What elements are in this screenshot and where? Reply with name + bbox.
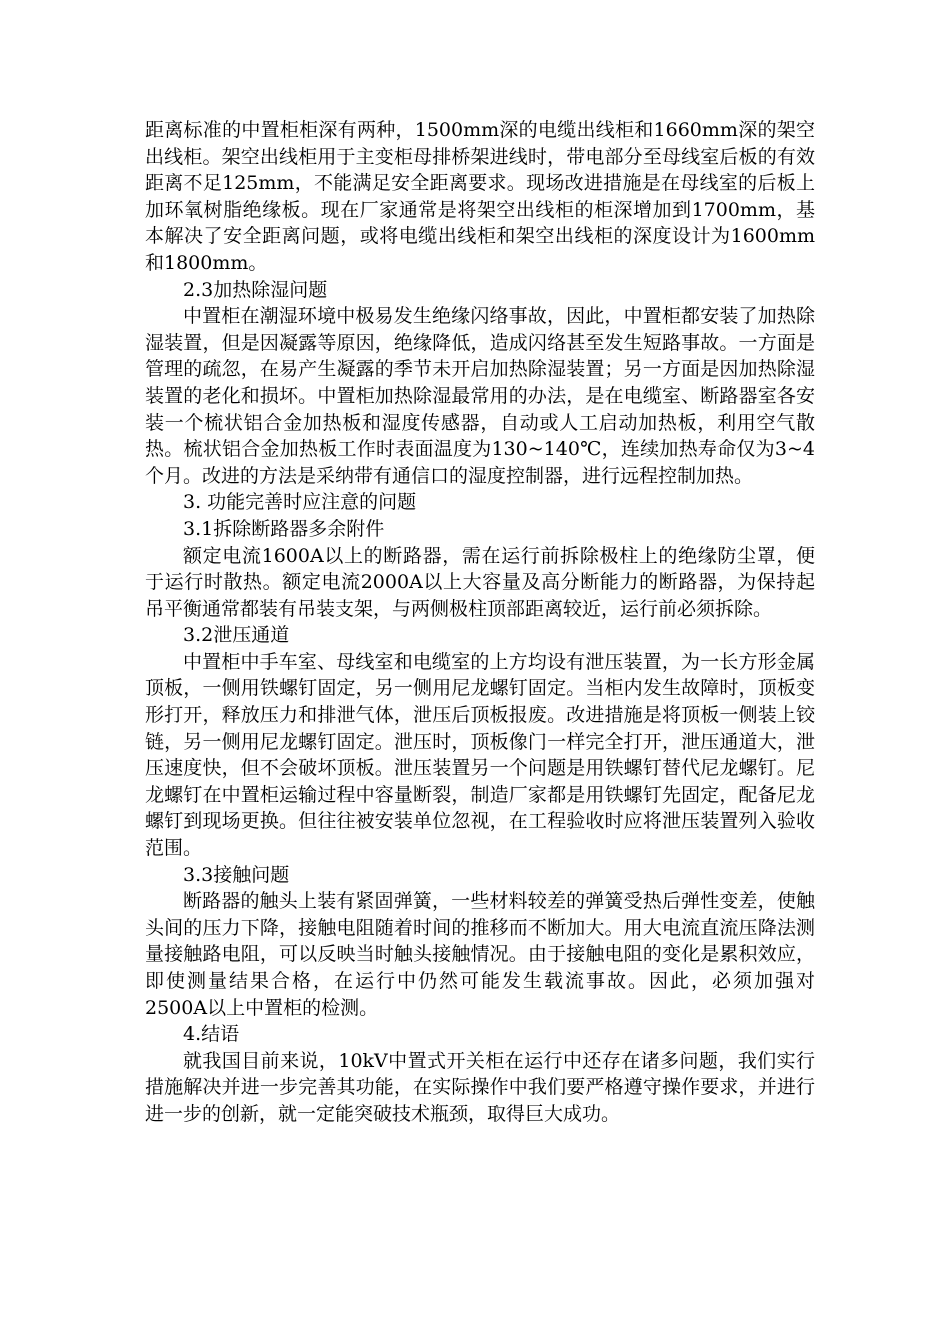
body-paragraph-pressure-relief: 中置柜中手车室、母线室和电缆室的上方均设有泄压装置，为一长方形金属顶板，一侧用铁螺钉固定，另一侧用尼龙螺钉固定。当柜内发生故障时，顶板变形打开，释放压力和排泄气体，泄压后顶板报废。改进措施是将顶板一侧装上铰链，另一侧用尼龙螺钉固定。泄压时，顶板像门一样完全打开，泄压通道大，泄压速度快，但不会破坏顶板。泄压装置另一个问题是用铁螺钉替代尼龙螺钉。尼龙螺钉在中置柜运输过程中容量断裂，制造厂家都是用铁螺钉先固定，配备尼龙螺钉到现场更换。但往往被安装单位忽视，在工程验收时应将泄压装置列入验收范围。	[145, 650, 815, 860]
document-body	[145, 117, 815, 1128]
section-heading-3-1: 3.1拆除断路器多余附件	[183, 517, 385, 540]
section-heading-3-3: 3.3接触问题	[183, 863, 290, 886]
body-paragraph-cabinet-depth: 距离标准的中置柜柜深有两种，1500mm深的电缆出线柜和1660mm深的架空出线柜。架空出线柜用于主变柜母排桥架进线时，带电部分至母线室后板的有效距离不足125mm，不能满足安全距离要求。现场改进措施是在母线室的后板上加环氧树脂绝缘板。现在厂家通常是将架空出线柜的柜深增加到1700mm，基本解决了安全距离问题，或将电缆出线柜和架空出线柜的深度设计为1600mm和1800mm。	[145, 119, 815, 274]
body-paragraph-conclusion: 就我国目前来说，10kV中置式开关柜在运行中还存在诸多问题，我们实行措施解决并进一步完善其功能，在实际操作中我们要严格遵守操作要求，并进行进一步的创新，就一定能突破技术瓶颈，取得巨大成功。	[145, 1049, 815, 1125]
body-paragraph-breaker-accessories: 额定电流1600A以上的断路器，需在运行前拆除极柱上的绝缘防尘罩，便于运行时散热。额定电流2000A以上大容量及高分断能力的断路器，为保持起吊平衡通常都装有吊装支架，与两侧极柱顶部距离较近，运行前必须拆除。	[145, 544, 815, 620]
section-heading-3-2: 3.2泄压通道	[183, 624, 290, 647]
section-heading-2-3: 2.3加热除湿问题	[183, 278, 328, 301]
section-heading-4: 4.结语	[183, 1023, 240, 1046]
section-heading-3: 3. 功能完善时应注意的问题	[183, 491, 417, 514]
body-paragraph-contact-problem: 断路器的触头上装有紧固弹簧，一些材料较差的弹簧受热后弹性变差，使触头间的压力下降，接触电阻随着时间的推移而不断加大。用大电流直流压降法测量接触路电阻，可以反映当时触头接触情况。由于接触电阻的变化是累积效应，即使测量结果合格，在运行中仍然可能发生载流事故。因此，必须加强对2500A以上中置柜的检测。	[145, 890, 815, 1019]
body-paragraph-heating-dehumidifying: 中置柜在潮湿环境中极易发生绝缘闪络事故，因此，中置柜都安装了加热除湿装置，但是因凝露等原因，绝缘降低，造成闪络甚至发生短路事故。一方面是管理的疏忽，在易产生凝露的季节未开启加热除湿装置；另一方面是因加热除湿装置的老化和损坏。中置柜加热除湿最常用的办法，是在电缆室、断路器室各安装一个梳状铝合金加热板和湿度传感器，自动或人工启动加热板，利用空气散热。梳状铝合金加热板工作时表面温度为130~140℃，连续加热寿命仅为3~4个月。改进的方法是采纳带有通信口的湿度控制器，进行远程控制加热。	[145, 305, 815, 487]
